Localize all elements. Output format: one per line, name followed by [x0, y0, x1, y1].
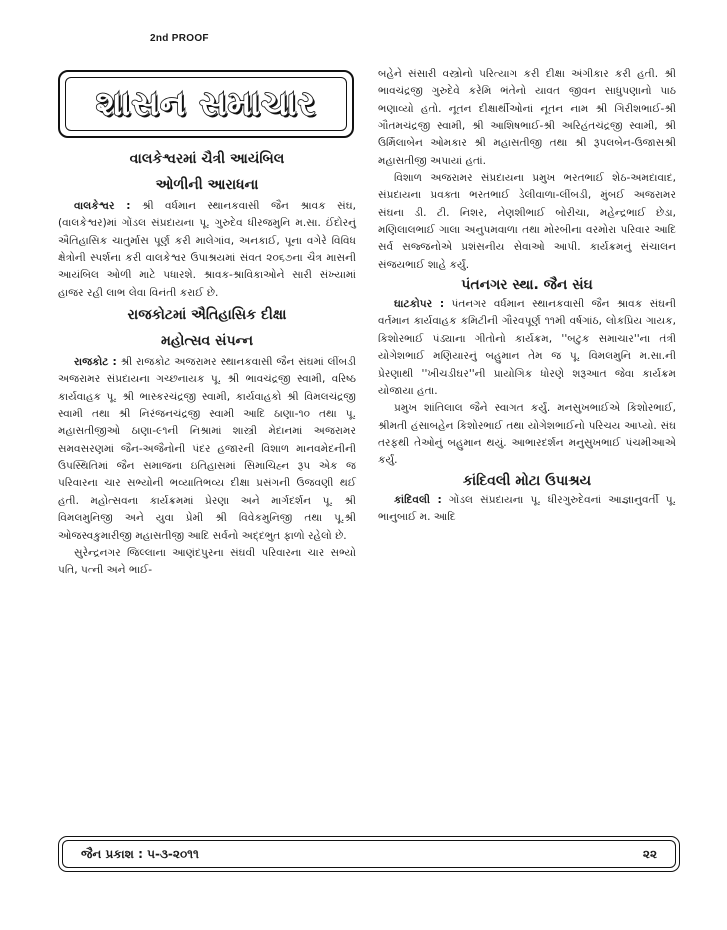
heading-rajkot-line1: રાજકોટમાં ઐતિહાસિક દીક્ષા	[127, 307, 287, 324]
article-rajkot-cont: સુરેન્દ્રનગર જિલ્લાના આણંદપુરના સંઘવી પરિવારના ચાર સભ્યો પતિ, પત્ની અને ભાઈ-	[58, 546, 356, 577]
article-pantnagar	[378, 296, 676, 400]
section-banner	[58, 70, 354, 138]
right-column	[378, 66, 676, 526]
article-lead: રાજકોટ :	[74, 356, 117, 369]
footer-inner-frame	[62, 840, 676, 868]
heading-kandivali: કાંદિવલી મોટા ઉપાશ્રય	[462, 472, 592, 489]
page-number: ૨૨	[642, 846, 657, 861]
heading-walkeshwar-line2: ઓળીની આરાધના	[155, 177, 259, 193]
banner-title: શાસન સમાચાર	[95, 84, 317, 124]
article-body: શ્રી વર્ધમાન સ્થાનકવાસી જૈન શ્રાવક સંઘ, (વાલકેશ્વર)માં ગોંડલ સંપ્રદાયના પૂ. ગુરુદેવ ધીરજમુનિ મ.સા. ઈંદોરનું ઐતિહાસિક ચાતુર્માસ પૂર્ણ કરી માલેગાંવ, અનકાઈ, પૂના વગેરે વિવિધ ક્ષેત્રોની સ્પર્શના કરી વાલકેશ્વર ઉપાશ્રયમાં સંવત ૨૦૬૭ના ચૈત્ર માસની આયંબિલ ઓળી માટે પધારશે. શ્રાવક-શ્રાવિકાઓને સારી સંખ્યામાં હાજર રહી લાભ લેવા વિનંતી કરાઈ છે.	[58, 200, 356, 299]
proof-label: 2nd PROOF	[150, 33, 209, 44]
publication-date: જૈન પ્રકાશ : ૫-૩-૨૦૧૧	[81, 846, 199, 861]
heading-walkeshwar-line1: વાલકેશ્વરમાં ચૈત્રી આયંબિલ	[129, 151, 285, 167]
heading-rajkot-line2: મહોત્સવ સંપન્ન	[161, 333, 253, 350]
article-walkeshwar	[58, 198, 356, 302]
banner-inner-frame	[65, 77, 347, 131]
left-column	[58, 66, 356, 580]
page-footer	[58, 836, 680, 872]
article-lead: કાંદિવલી :	[394, 493, 442, 506]
article-rajkot-cont3: વિશાળ અજરામર સંપ્રદાયના પ્રમુખ ભરતભાઈ શેઠ-અમદાવાદ, સંપ્રદાયના પ્રવક્તા ભરતભાઈ ડેલીવાળા-લીંબડી, મુંબઈ અજરામર સંઘના ડી. ટી. નિશર, નેણશીભાઈ બોરીચા, મહેન્દ્રભાઈ છેડા, મણિલાલભાઈ ગાલા અનુપમવાળા તથા મોરબીના વરમોરા પરિવાર આદિ સર્વ સજ્જનોએ પ્રશંસનીય સેવાઓ આપી. કાર્યક્રમનું સંચાલન સંજયભાઈ શાહે કર્યું.	[378, 172, 676, 271]
article-pantnagar-cont: પ્રમુખ શાંતિલાલ જૈને સ્વાગત કર્યું. મનસુખભાઈએ કિશોરભાઈ, શ્રીમતી હંસાબહેન કિશોરભાઈ તથા યોગેશભાઈનો પરિચય આપ્યો. સંઘ તરફથી તેઓનું બહુમાન થયું. આભારદર્શન મનુસુખભાઈ પંચમીઆએ કર્યું.	[378, 402, 676, 467]
article-body: પંતનગર વર્ધમાન સ્થાનકવાસી જૈન શ્રાવક સંઘની વર્તમાન કાર્યવાહક કમિટીની ગૌરવપૂર્ણ ૧૧મી વર્ષગાંઠ, લોકપ્રિય ગાયક, કિશોરભાઈ પંડ્યાના ગીતોનો કાર્યક્રમ, ''બટુક સમાચાર''ના તંત્રી યોગેશભાઈ મણિયારનું બહુમાન તેમ જ પૂ. વિમલમુનિ મ.સા.ની પ્રેરણાથી ''ખીચડીઘર''ની પ્રાયોગિક ધોરણે શરૂઆત જેવા કાર્યક્રમ યોજાયા હતા.	[378, 298, 676, 397]
article-body: ગોંડલ સંપ્રદાયના પૂ. ધીરગુરુદેવનાં આજ્ઞાનુવર્તી પૂ. ભાનુબાઈ મ. આદિ	[378, 493, 676, 523]
article-kandivali	[378, 492, 676, 527]
article-lead: ઘાટકોપર :	[394, 298, 445, 311]
heading-pantnagar: પંતનગર સ્થા. જૈન સંઘ	[461, 277, 593, 294]
article-body: શ્રી રાજકોટ અજરામર સ્થાનકવાસી જૈન સંઘમાં લીંબડી અજરામર સંપ્રદાયના ગચ્છનાયક પૂ. શ્રી ભાવચંદ્રજી સ્વામી, વરિષ્ઠ કાર્યવાહક પૂ. શ્રી ભાસ્કરચંદ્રજી સ્વામી, કાર્યવાહકો શ્રી વિમલચંદ્રજી સ્વામી તથા શ્રી નિરંજનચંદ્રજી સ્વામી આદિ ઠાણા-૧૦ તથા પૂ. મહાસતીજીઓ ઠાણા-૯૧ની નિશ્રામાં શાસ્ત્રી મેદાનમાં અજરામર સમવસરણમાં જૈન-અજૈનોની પંદર હજારની વિશાળ માનવમેદનીની ઉપસ્થિતિમાં જૈન સમાજના ઇતિહાસમાં સિમાચિહ્ન રૂપ એક જ પરિવારના ચાર સભ્યોની ભવ્યાતિભવ્ય દીક્ષા પ્રસંગની ઉજવણી થઈ હતી. મહોત્સવના કાર્યક્રમમાં પ્રેરણા અને માર્ગદર્શન પૂ. શ્રી વિમલમુનિજી અને યુવા પ્રેમી શ્રી વિવેકમુનિજી તથા પૂ.શ્રી ઓજસ્વકુમારીજી મહાસતીજી આદિ સર્વનો અદ્દભુત ફાળો રહેલો છે.	[58, 356, 357, 542]
article-lead: વાલકેશ્વર :	[74, 200, 131, 212]
article-rajkot-cont2: બહેને સંસારી વસ્ત્રોનો પરિત્યાગ કરી દીક્ષા અંગીકાર કરી હતી. શ્રી ભાવચંદ્રજી ગુરુદેવે કરેમિ ભંતેનો યાવત જીવન સાધુપણાનો પાઠ ભણાવ્યો હતો. નૂતન દીક્ષાર્થીઓનાં નૂતન નામ શ્રી ગિરીશભાઈ-શ્રી ગૌતમચંદ્રજી સ્વામી, શ્રી આશિષભાઈ-શ્રી અરિહંતચંદ્રજી સ્વામી, શ્રી ઉર્મિલાબેન ઓમકાર શ્રી મહાસતીજી તથા શ્રી રૂપલબેન-ઉજાસશ્રી મહાસતીજી અપાયાં હતાં.	[378, 68, 676, 167]
article-rajkot	[58, 354, 356, 545]
